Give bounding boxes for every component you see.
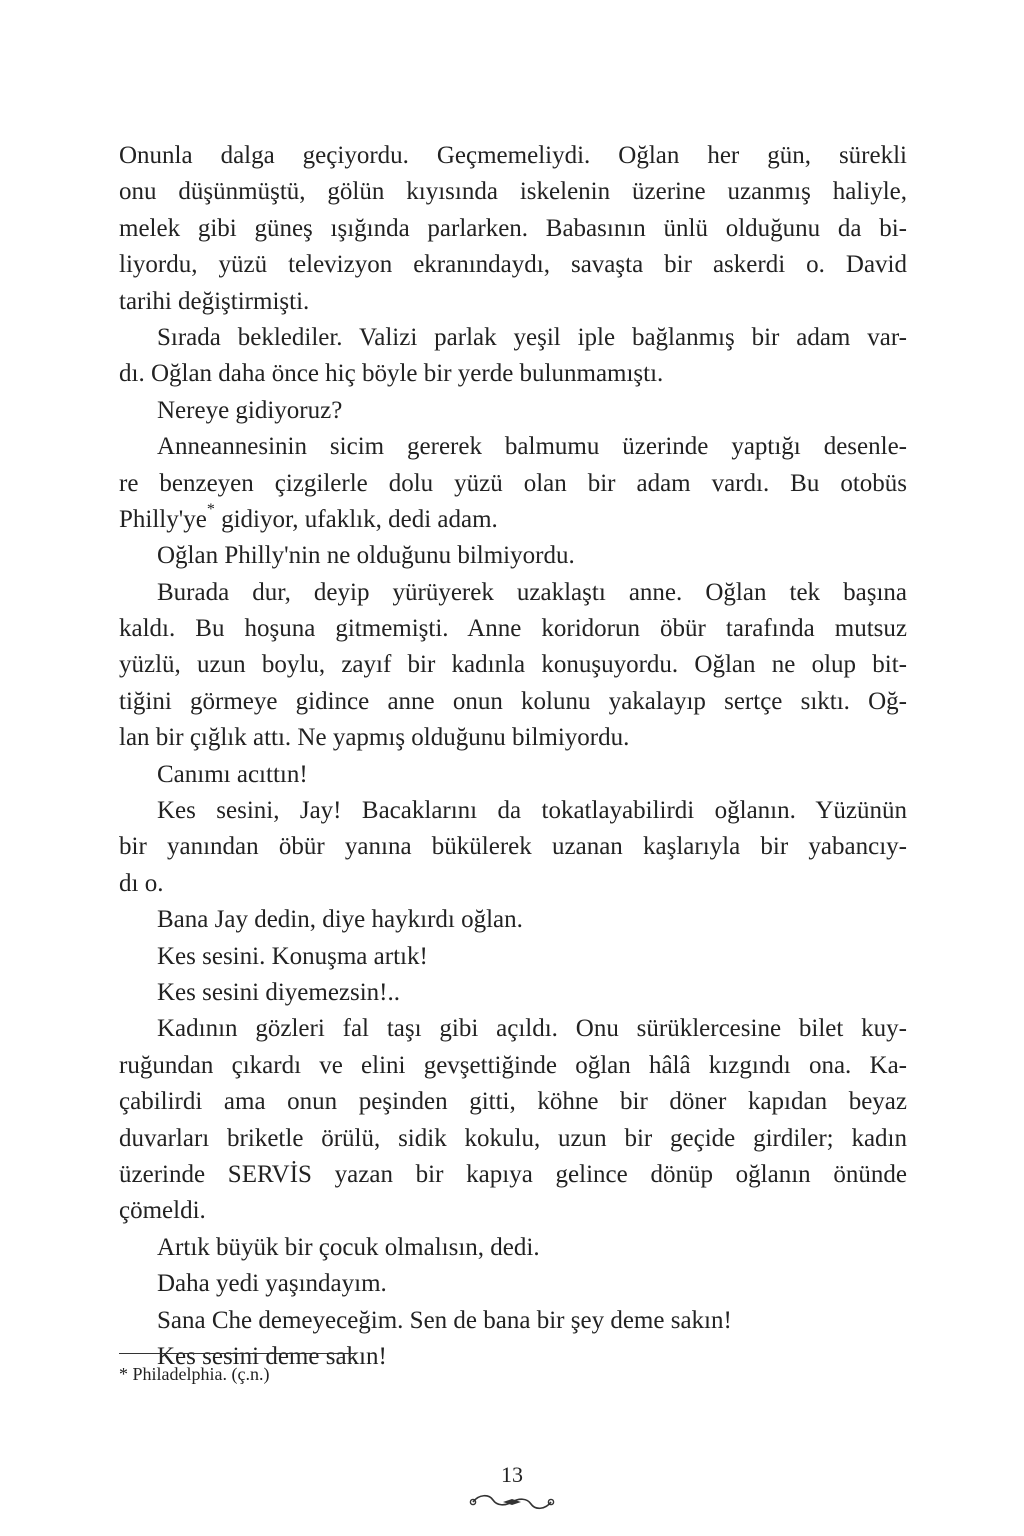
page-number: 13 [501,1462,523,1487]
text-line: Daha yedi yaşındayım. [157,1270,387,1298]
text-line: Kadının gözleri fal taşı gibi açıldı. Onu sürüklercesine bilet kuy- [157,1015,907,1043]
footnote-divider [119,1353,355,1354]
text-line: onu düşünmüştü, gölün kıyısında iskelenin üzerine uzanmış haliyle, [119,178,907,206]
philly-line-rest: gidiyor, ufaklık, dedi adam. [214,505,498,533]
text-line: Artık büyük bir çocuk olmalısın, dedi. [157,1233,540,1261]
text-line: kaldı. Bu hoşuna gitmemişti. Anne koridorun öbür tarafında mutsuz [119,615,907,643]
text-line: melek gibi güneş ışığında parlarken. Babasının ünlü olduğunu da bi- [119,214,907,242]
text-line: Oğlan Philly'nin ne olduğunu bilmiyordu. [157,542,575,570]
text-line [119,502,907,538]
text-line: duvarları briketle örülü, sidik kokulu, uzun bir geçide girdiler; kadın [119,1124,907,1152]
footnote: * Philadelphia. (ç.n.) [119,1364,270,1384]
text-line: Kes sesini. Konuşma artık! [157,942,428,970]
text-line: Onunla dalga geçiyordu. Geçmemeliydi. Oğlan her gün, sürekli [119,142,907,169]
footnote-marker: * [206,500,215,518]
text-line: Bana Jay dedin, diye haykırdı oğlan. [157,906,523,934]
text-line: bir yanından öbür yanına bükülerek uzanan kaşlarıyla bir yabancıy- [119,833,907,861]
flourish-ornament-icon [467,1490,557,1514]
philly-text: Philly'ye [119,505,207,533]
text-line: Kes sesini deme sakın! [157,1342,387,1370]
text-line: ruğundan çıkardı ve elini gevşettiğinde oğlan hâlâ kızgındı ona. Ka- [119,1051,907,1079]
text-line: üzerinde SERVİS yazan bir kapıya gelince dönüp oğlanın önünde [119,1160,907,1188]
text-line: tarihi değiştirmişti. [119,287,310,315]
text-line: dı. Oğlan daha önce hiç böyle bir yerde bulunmamıştı. [119,360,664,388]
text-line: Kes sesini, Jay! Bacaklarını da tokatlayabilirdi oğlanın. Yüzünün [157,797,907,825]
text-line: liyordu, yüzü televizyon ekranındaydı, savaşta bir askerdi o. David [119,251,907,279]
text-line: re benzeyen çizgilerle dolu yüzü olan bir adam vardı. Bu otobüs [119,469,907,497]
text-line: Canımı acıttın! [157,760,308,788]
text-line: çömeldi. [119,1197,206,1225]
text-line: tiğini görmeye gidince anne onun kolunu yakalayıp sertçe sıktı. Oğ- [119,687,907,715]
text-line: Nereye gidiyoruz? [157,396,343,424]
text-line: Sana Che demeyeceğim. Sen de bana bir şey deme sakın! [157,1306,732,1334]
body-text [119,138,907,1375]
text-line: Burada dur, deyip yürüyerek uzaklaştı anne. Oğlan tek başına [157,578,907,606]
text-line: çabilirdi ama onun peşinden gitti, köhne bir döner kapıdan beyaz [119,1088,907,1116]
text-line: Anneannesinin sicim gererek balmumu üzerinde yaptığı desenle- [157,433,907,461]
text-line: Kes sesini diyemezsin!.. [157,978,401,1006]
text-line: yüzlü, uzun boylu, zayıf bir kadınla konuşuyordu. Oğlan ne olup bit- [119,651,907,679]
text-line: Sırada beklediler. Valizi parlak yeşil iple bağlanmış bir adam var- [157,323,907,351]
text-line: lan bir çığlık attı. Ne yapmış olduğunu bilmiyordu. [119,724,630,752]
text-line: dı o. [119,869,164,897]
